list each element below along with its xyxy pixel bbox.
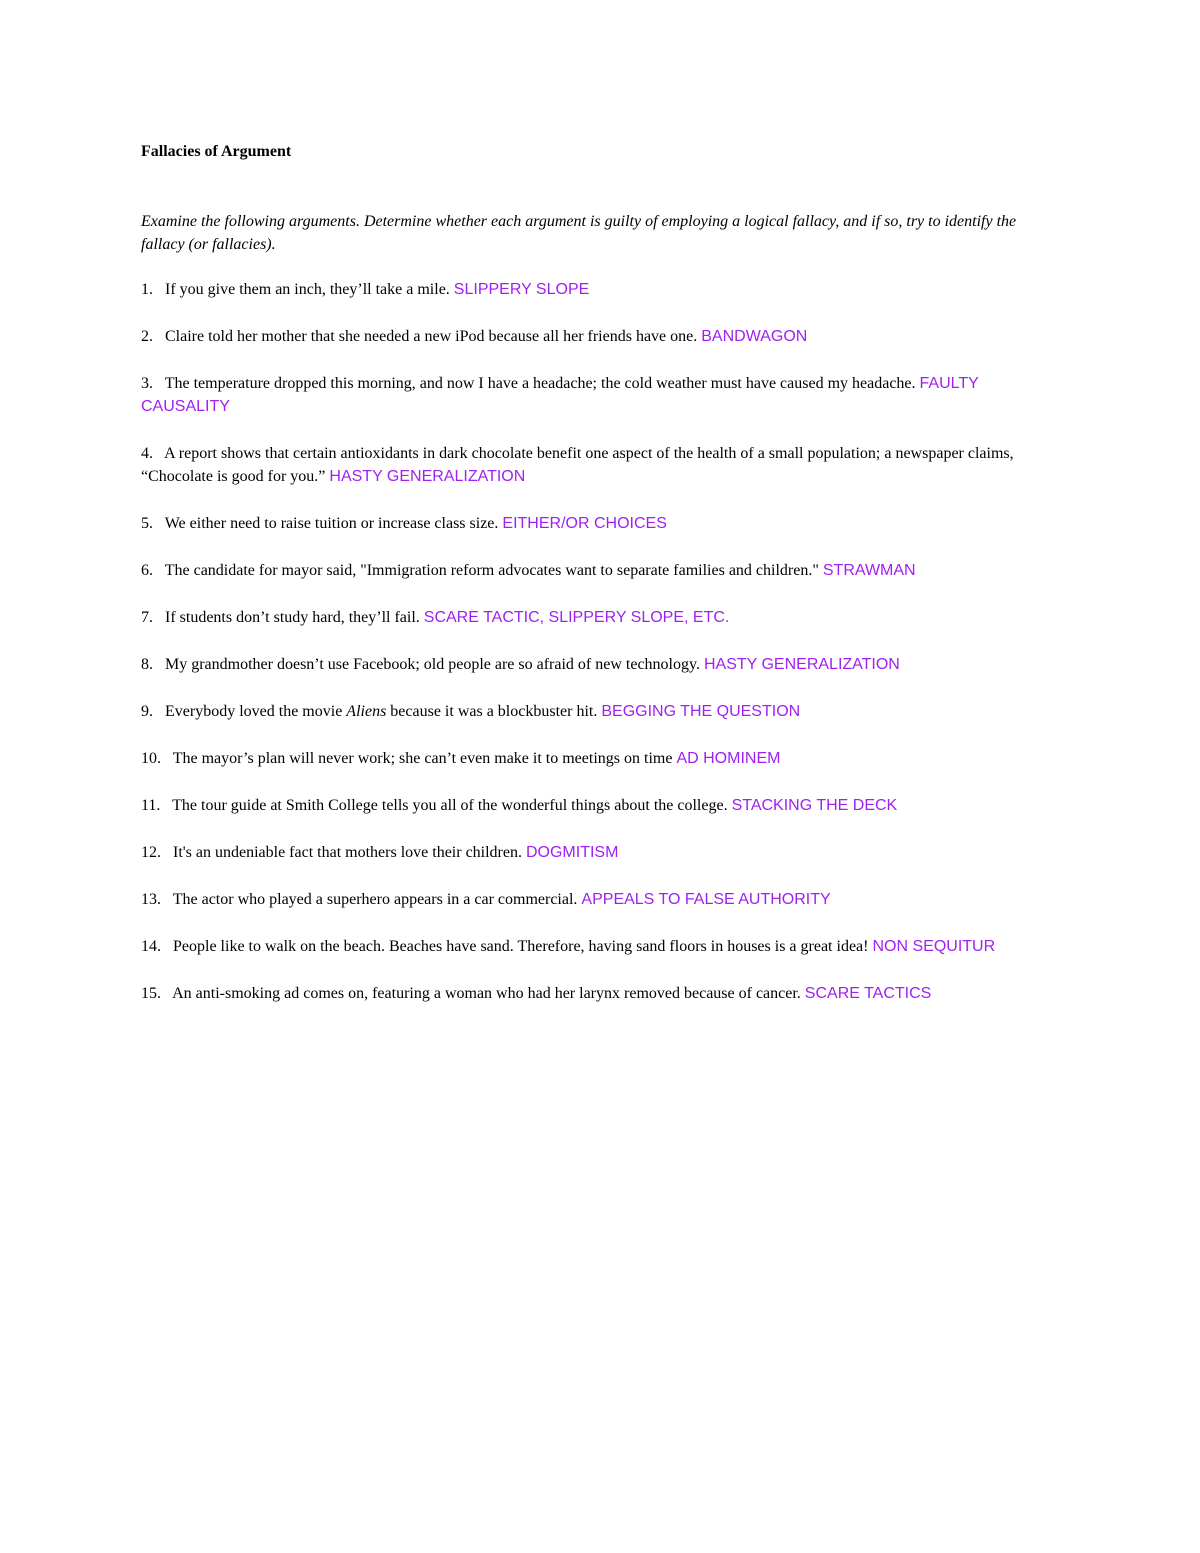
answer-label: STRAWMAN — [822, 562, 916, 579]
question-1 — [141, 278, 1056, 301]
answer-label: BANDWAGON — [701, 328, 808, 345]
question-12 — [141, 841, 1056, 864]
question-3 — [141, 372, 1056, 418]
question-number: 2. — [141, 328, 153, 345]
question-11 — [141, 794, 1056, 817]
question-number: 12. — [141, 844, 161, 861]
question-text: If students don’t study hard, they’ll fail. — [165, 609, 420, 626]
question-number: 11. — [141, 797, 161, 814]
question-number: 5. — [141, 515, 153, 532]
question-number: 1. — [141, 281, 153, 298]
question-number: 9. — [141, 703, 153, 720]
answer-label: DOGMITISM — [525, 844, 619, 861]
instructions: Examine the following arguments. Determine whether each argument is guilty of employing a logical fallacy, and if so, try to identify the fallacy (or fallacies). — [141, 213, 1017, 253]
question-text: My grandmother doesn’t use Facebook; old people are so afraid of new technology. — [165, 656, 700, 673]
question-text: The temperature dropped this morning, and now I have a headache; the cold weather must have caused my headache. — [164, 375, 916, 392]
question-14 — [141, 935, 1056, 958]
question-2 — [141, 325, 1056, 348]
answer-label: STACKING THE DECK — [731, 797, 898, 814]
question-text: We either need to raise tuition or increase class size. — [164, 515, 499, 532]
question-text: If you give them an inch, they’ll take a mile. — [165, 281, 450, 298]
question-text: A report shows that certain antioxidants in dark chocolate benefit one aspect of the health of a small population; a newspaper claims, “Chocolate is good for you.” — [141, 445, 1014, 485]
question-8 — [141, 653, 1056, 676]
question-text: The actor who played a superhero appears in a car commercial. — [172, 891, 578, 908]
answer-label: FAULTY CAUSALITY — [141, 375, 979, 415]
question-5 — [141, 512, 1056, 535]
answer-label: HASTY GENERALIZATION — [329, 468, 526, 485]
answer-label: HASTY GENERALIZATION — [703, 656, 900, 673]
question-10 — [141, 747, 1056, 770]
answer-label: SCARE TACTIC, SLIPPERY SLOPE, ETC. — [423, 609, 730, 626]
question-number: 8. — [141, 656, 153, 673]
question-13 — [141, 888, 1056, 911]
question-4 — [141, 442, 1056, 488]
answer-label: EITHER/OR CHOICES — [502, 515, 667, 532]
answer-label: NON SEQUITUR — [872, 938, 996, 955]
question-text: People like to walk on the beach. Beaches have sand. Therefore, having sand floors in houses is a great idea! — [173, 938, 869, 955]
question-text-continued: because it was a blockbuster hit. — [390, 703, 598, 720]
question-15 — [141, 982, 1056, 1005]
question-number: 7. — [141, 609, 153, 626]
question-text: Claire told her mother that she needed a new iPod because all her friends have one. — [165, 328, 698, 345]
question-number: 4. — [141, 445, 153, 462]
question-9 — [141, 700, 1056, 723]
question-number: 10. — [141, 750, 161, 767]
question-text: The candidate for mayor said, "Immigration reform advocates want to separate families and children." — [164, 562, 819, 579]
question-7 — [141, 606, 1056, 629]
answer-label: AD HOMINEM — [676, 750, 781, 767]
question-6 — [141, 559, 1056, 582]
question-text: The tour guide at Smith College tells you all of the wonderful things about the college. — [172, 797, 728, 814]
question-text: An anti-smoking ad comes on, featuring a woman who had her larynx removed because of cancer. — [172, 985, 801, 1002]
answer-label: BEGGING THE QUESTION — [601, 703, 801, 720]
question-text: Everybody loved the movie — [165, 703, 343, 720]
question-text: It's an undeniable fact that mothers love their children. — [173, 844, 522, 861]
question-number: 6. — [141, 562, 153, 579]
question-number: 3. — [141, 375, 153, 392]
document-title: Fallacies of Argument — [141, 143, 292, 160]
answer-label: SCARE TACTICS — [804, 985, 932, 1002]
question-text: The mayor’s plan will never work; she can’t even make it to meetings on time — [172, 750, 673, 767]
question-number: 14. — [141, 938, 161, 955]
question-number: 13. — [141, 891, 161, 908]
question-number: 15. — [141, 985, 161, 1002]
movie-title: Aliens — [346, 703, 387, 720]
answer-label: SLIPPERY SLOPE — [453, 281, 590, 298]
answer-label: APPEALS TO FALSE AUTHORITY — [581, 891, 831, 908]
